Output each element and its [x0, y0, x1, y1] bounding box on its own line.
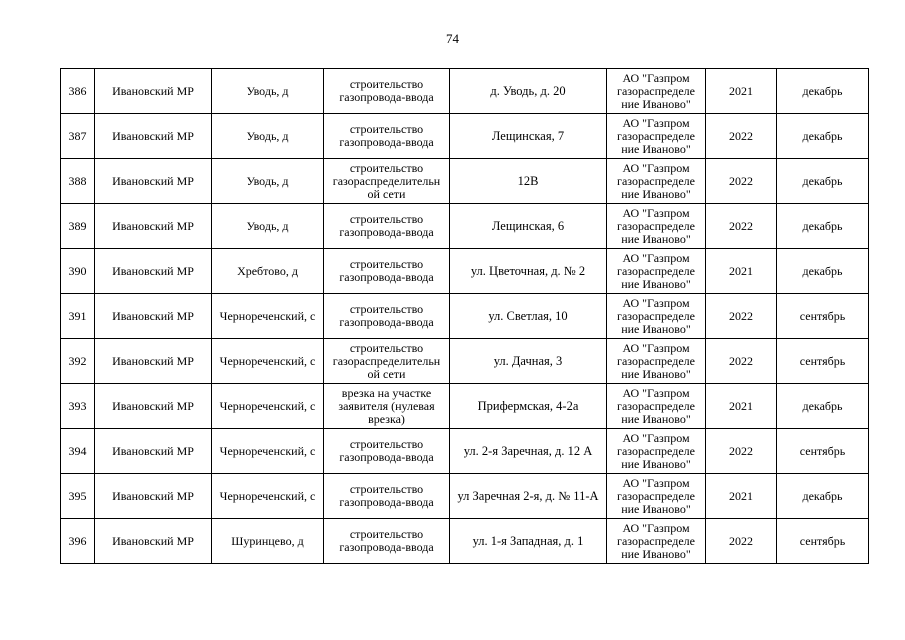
- locality-cell: Уводь, д: [212, 69, 324, 114]
- work-type-cell: строительство газопровода-ввода: [324, 204, 450, 249]
- row-number-cell: 395: [61, 474, 95, 519]
- address-cell: Лещинская, 6: [450, 204, 607, 249]
- work-type-cell: строительство газопровода-ввода: [324, 519, 450, 564]
- row-number-cell: 388: [61, 159, 95, 204]
- gasification-table: [60, 68, 869, 564]
- locality-cell: Чернореченский, с: [212, 474, 324, 519]
- organization-cell: АО "Газпром газораспределе ние Иваново": [607, 294, 706, 339]
- district-cell: Ивановский МР: [95, 249, 212, 294]
- address-cell: Прифермская, 4-2а: [450, 384, 607, 429]
- table-row: [61, 69, 869, 114]
- address-cell: ул. Дачная, 3: [450, 339, 607, 384]
- organization-cell: АО "Газпром газораспределе ние Иваново": [607, 384, 706, 429]
- year-cell: 2022: [706, 294, 777, 339]
- district-cell: Ивановский МР: [95, 339, 212, 384]
- month-cell: декабрь: [777, 69, 869, 114]
- organization-cell: АО "Газпром газораспределе ние Иваново": [607, 429, 706, 474]
- row-number-cell: 390: [61, 249, 95, 294]
- month-cell: декабрь: [777, 204, 869, 249]
- month-cell: сентябрь: [777, 294, 869, 339]
- month-cell: декабрь: [777, 474, 869, 519]
- address-cell: ул. Светлая, 10: [450, 294, 607, 339]
- district-cell: Ивановский МР: [95, 69, 212, 114]
- locality-cell: Уводь, д: [212, 204, 324, 249]
- table-row: [61, 159, 869, 204]
- district-cell: Ивановский МР: [95, 519, 212, 564]
- month-cell: сентябрь: [777, 429, 869, 474]
- work-type-cell: врезка на участке заявителя (нулевая врезка): [324, 384, 450, 429]
- month-cell: сентябрь: [777, 339, 869, 384]
- address-cell: ул Заречная 2-я, д. № 11-А: [450, 474, 607, 519]
- organization-cell: АО "Газпром газораспределе ние Иваново": [607, 339, 706, 384]
- table-row: [61, 114, 869, 159]
- table-row: [61, 474, 869, 519]
- district-cell: Ивановский МР: [95, 429, 212, 474]
- address-cell: ул. Цветочная, д. № 2: [450, 249, 607, 294]
- district-cell: Ивановский МР: [95, 204, 212, 249]
- organization-cell: АО "Газпром газораспределе ние Иваново": [607, 249, 706, 294]
- work-type-cell: строительство газопровода-ввода: [324, 114, 450, 159]
- address-cell: ул. 2-я Заречная, д. 12 А: [450, 429, 607, 474]
- year-cell: 2021: [706, 69, 777, 114]
- district-cell: Ивановский МР: [95, 384, 212, 429]
- organization-cell: АО "Газпром газораспределе ние Иваново": [607, 519, 706, 564]
- page-number: 74: [446, 31, 459, 46]
- year-cell: 2022: [706, 519, 777, 564]
- locality-cell: Уводь, д: [212, 159, 324, 204]
- locality-cell: Хребтово, д: [212, 249, 324, 294]
- address-cell: д. Уводь, д. 20: [450, 69, 607, 114]
- row-number-cell: 386: [61, 69, 95, 114]
- organization-cell: АО "Газпром газораспределе ние Иваново": [607, 114, 706, 159]
- locality-cell: Шуринцево, д: [212, 519, 324, 564]
- month-cell: декабрь: [777, 159, 869, 204]
- locality-cell: Чернореченский, с: [212, 429, 324, 474]
- work-type-cell: строительство газопровода-ввода: [324, 429, 450, 474]
- table-row: [61, 519, 869, 564]
- table-row: [61, 294, 869, 339]
- address-cell: Лещинская, 7: [450, 114, 607, 159]
- organization-cell: АО "Газпром газораспределе ние Иваново": [607, 474, 706, 519]
- row-number-cell: 391: [61, 294, 95, 339]
- year-cell: 2022: [706, 429, 777, 474]
- address-cell: 12В: [450, 159, 607, 204]
- work-type-cell: строительство газораспределительн ой сети: [324, 339, 450, 384]
- year-cell: 2021: [706, 474, 777, 519]
- row-number-cell: 394: [61, 429, 95, 474]
- locality-cell: Уводь, д: [212, 114, 324, 159]
- table-row: [61, 249, 869, 294]
- district-cell: Ивановский МР: [95, 294, 212, 339]
- year-cell: 2021: [706, 384, 777, 429]
- row-number-cell: 387: [61, 114, 95, 159]
- work-type-cell: строительство газопровода-ввода: [324, 249, 450, 294]
- table-row: [61, 339, 869, 384]
- organization-cell: АО "Газпром газораспределе ние Иваново": [607, 204, 706, 249]
- row-number-cell: 389: [61, 204, 95, 249]
- table-row: [61, 204, 869, 249]
- district-cell: Ивановский МР: [95, 114, 212, 159]
- row-number-cell: 396: [61, 519, 95, 564]
- district-cell: Ивановский МР: [95, 159, 212, 204]
- row-number-cell: 393: [61, 384, 95, 429]
- year-cell: 2022: [706, 159, 777, 204]
- work-type-cell: строительство газопровода-ввода: [324, 474, 450, 519]
- month-cell: декабрь: [777, 249, 869, 294]
- locality-cell: Чернореченский, с: [212, 339, 324, 384]
- year-cell: 2022: [706, 204, 777, 249]
- organization-cell: АО "Газпром газораспределе ние Иваново": [607, 159, 706, 204]
- year-cell: 2022: [706, 114, 777, 159]
- table-row: [61, 429, 869, 474]
- work-type-cell: строительство газопровода-ввода: [324, 294, 450, 339]
- row-number-cell: 392: [61, 339, 95, 384]
- month-cell: декабрь: [777, 114, 869, 159]
- month-cell: декабрь: [777, 384, 869, 429]
- organization-cell: АО "Газпром газораспределе ние Иваново": [607, 69, 706, 114]
- year-cell: 2021: [706, 249, 777, 294]
- locality-cell: Чернореченский, с: [212, 384, 324, 429]
- year-cell: 2022: [706, 339, 777, 384]
- table-row: [61, 384, 869, 429]
- address-cell: ул. 1-я Западная, д. 1: [450, 519, 607, 564]
- month-cell: сентябрь: [777, 519, 869, 564]
- locality-cell: Чернореченский, с: [212, 294, 324, 339]
- work-type-cell: строительство газопровода-ввода: [324, 69, 450, 114]
- work-type-cell: строительство газораспределительн ой сети: [324, 159, 450, 204]
- district-cell: Ивановский МР: [95, 474, 212, 519]
